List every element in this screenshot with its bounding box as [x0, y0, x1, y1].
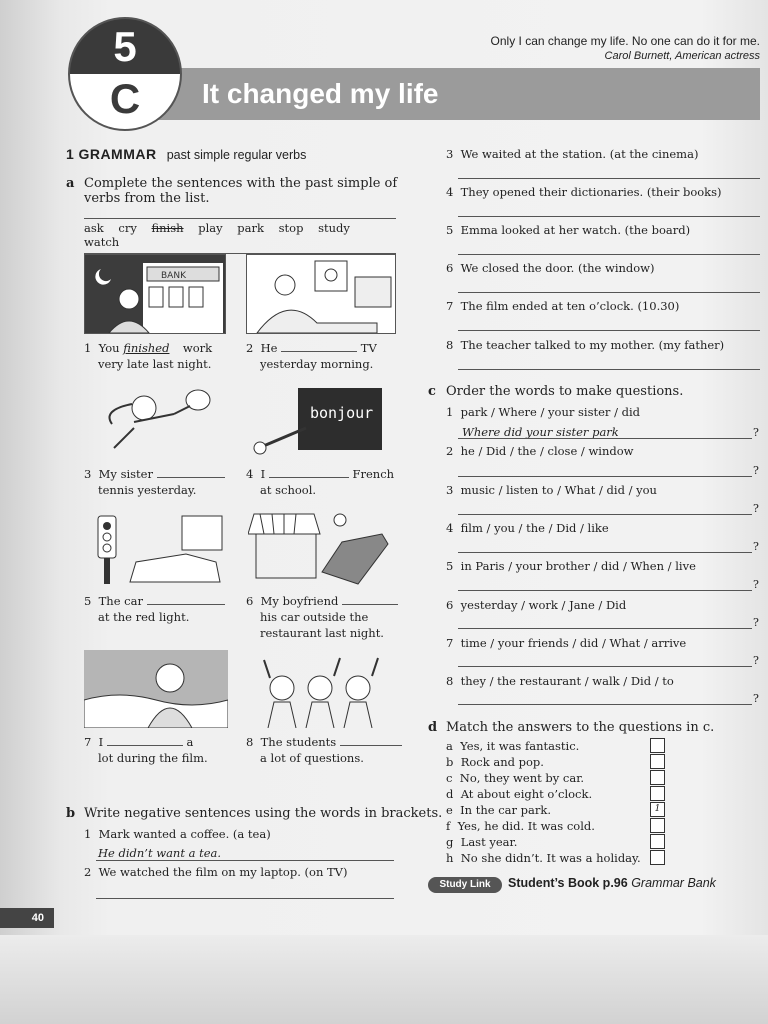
- bonjour-text: bonjour: [310, 404, 374, 422]
- exercise-c-item: 3 music / listen to / What / did / you: [446, 483, 657, 497]
- exercise-b-item: 3 We waited at the station. (at the cinema): [446, 147, 699, 161]
- match-box[interactable]: [650, 738, 665, 753]
- exercise-a-item: 5 The car at the red light.: [84, 593, 234, 625]
- exercise-c-letter: c: [428, 384, 436, 399]
- answer-blank[interactable]: [269, 477, 349, 478]
- exercise-c-item: 8 they / the restaurant / walk / Did / to: [446, 674, 674, 688]
- answer-line[interactable]: [458, 704, 752, 705]
- match-box[interactable]: [650, 754, 665, 769]
- exercise-a-instruction: Complete the sentences with the past simple of verbs from the list.: [84, 176, 398, 206]
- match-item: c No, they went by car.: [446, 771, 585, 785]
- match-item: h No she didn’t. It was a holiday.: [446, 851, 641, 865]
- word-crossed: finish: [151, 221, 184, 235]
- answer-blank[interactable]: [342, 604, 398, 605]
- page-number: 40: [0, 908, 54, 928]
- answer-blank[interactable]: [107, 745, 183, 746]
- answer-blank[interactable]: [147, 604, 225, 605]
- answer-line[interactable]: [458, 514, 752, 515]
- question-mark: ?: [753, 502, 759, 515]
- exercise-a-item: 6 My boyfriend his car outside the restaurant last night.: [246, 593, 406, 641]
- exercise-a-item: 2 He TV yesterday morning.: [246, 341, 377, 371]
- picture-car-red-light: [90, 512, 228, 586]
- section-number: 1: [66, 146, 75, 162]
- exercise-b-item: 8 The teacher talked to my mother. (my father): [446, 338, 725, 352]
- question-mark: ?: [753, 426, 759, 439]
- study-link-reference: [508, 876, 716, 890]
- exercise-b-answer-example: He didn’t want a tea.: [98, 846, 222, 860]
- answer-line[interactable]: [458, 178, 760, 179]
- word: play: [198, 221, 223, 235]
- question-mark: ?: [753, 692, 759, 705]
- blackboard: [298, 388, 382, 450]
- question-mark: ?: [753, 616, 759, 629]
- match-box[interactable]: [650, 818, 665, 833]
- exercise-b-letter: b: [66, 806, 76, 821]
- word: stop: [278, 221, 304, 235]
- exercise-a-item: 7 I a lot during the film.: [84, 735, 208, 765]
- question-mark: ?: [753, 540, 759, 553]
- exercise-c-item: 2 he / Did / the / close / window: [446, 444, 634, 458]
- word: cry: [118, 221, 137, 235]
- match-item: g Last year.: [446, 835, 518, 849]
- question-mark: ?: [753, 654, 759, 667]
- answer-line[interactable]: [458, 216, 760, 217]
- exercise-a-item: 3 My sister tennis yesterday.: [84, 466, 234, 498]
- answer-line[interactable]: [458, 476, 752, 477]
- section-heading: [66, 146, 306, 163]
- exercise-c-answer-example: Where did your sister park: [462, 425, 619, 439]
- match-item: e In the car park.: [446, 803, 552, 817]
- bank-sign: BANK: [161, 271, 186, 281]
- exercise-b-item: 5 Emma looked at her watch. (the board): [446, 223, 691, 237]
- exercise-a-item: 1 You finished work very late last night.: [84, 341, 213, 371]
- picture-bank-night: [84, 254, 226, 334]
- answer-line[interactable]: [96, 898, 394, 899]
- answer-line[interactable]: [458, 628, 752, 629]
- word: ask: [84, 221, 104, 235]
- study-link-book: Student’s Book p.96: [508, 876, 628, 890]
- page-title: It changed my life: [202, 78, 439, 109]
- answer-line[interactable]: [458, 330, 760, 331]
- quote-author: Carol Burnett, American actress: [604, 50, 760, 62]
- exercise-b-item: 7 The film ended at ten o’clock. (10.30): [446, 299, 680, 313]
- answer-line[interactable]: [96, 860, 394, 861]
- word-list: [84, 218, 396, 254]
- match-item: b Rock and pop.: [446, 755, 544, 769]
- question-mark: ?: [753, 464, 759, 477]
- exercise-c-item: 1 park / Where / your sister / did: [446, 405, 641, 419]
- exercise-c-item: 5 in Paris / your brother / did / When / live: [446, 559, 696, 573]
- match-item: a Yes, it was fantastic.: [446, 739, 580, 753]
- answer-blank[interactable]: [340, 745, 402, 746]
- scan-shadow: [0, 935, 768, 1024]
- exercise-a-letter: a: [66, 176, 75, 191]
- answer-line[interactable]: [458, 254, 760, 255]
- answer-example: finished: [123, 341, 170, 355]
- study-link-pill[interactable]: Study Link: [428, 877, 502, 893]
- exercise-c-item: 7 time / your friends / did / What / arrive: [446, 636, 687, 650]
- answer-blank[interactable]: [281, 351, 357, 352]
- picture-tennis: [94, 384, 220, 456]
- exercise-b-item: 6 We closed the door. (the window): [446, 261, 655, 275]
- study-link-bank: Grammar Bank: [631, 876, 716, 890]
- answer-line[interactable]: [458, 292, 760, 293]
- exercise-b-item: 4 They opened their dictionaries. (their books): [446, 185, 722, 199]
- match-item: f Yes, he did. It was cold.: [446, 819, 595, 833]
- exercise-c-instruction: Order the words to make questions.: [446, 384, 684, 399]
- exercise-a-item: 8 The students a lot of questions.: [246, 734, 406, 766]
- unit-letter: C: [109, 75, 141, 122]
- question-mark: ?: [753, 578, 759, 591]
- picture-car-parked: [248, 510, 392, 586]
- word: park: [237, 221, 264, 235]
- exercise-b-item: 2 We watched the film on my laptop. (on TV): [84, 865, 348, 879]
- exercise-b-instruction: Write negative sentences using the words in brackets.: [84, 806, 443, 821]
- match-item: d At about eight o’clock.: [446, 787, 593, 801]
- exercise-c-item: 6 yesterday / work / Jane / Did: [446, 598, 627, 612]
- answer-line[interactable]: [458, 552, 752, 553]
- match-box[interactable]: 1: [650, 802, 665, 817]
- picture-cinema-crying: [84, 650, 228, 728]
- answer-line[interactable]: [458, 590, 752, 591]
- picture-watching-tv: [246, 254, 396, 334]
- answer-blank[interactable]: [157, 477, 225, 478]
- answer-line[interactable]: [458, 438, 752, 439]
- exercise-c-item: 4 film / you / the / Did / like: [446, 521, 609, 535]
- answer-line[interactable]: [458, 666, 752, 667]
- match-box[interactable]: [650, 770, 665, 785]
- picture-bonjour-board: [250, 388, 384, 456]
- match-box[interactable]: [650, 834, 665, 849]
- section-label: GRAMMAR: [78, 146, 157, 162]
- section-topic: past simple regular verbs: [166, 148, 307, 162]
- unit-number: 5: [113, 23, 137, 70]
- exercise-b-item: 1 Mark wanted a coffee. (a tea): [84, 827, 271, 841]
- answer-line[interactable]: [458, 369, 760, 370]
- word: watch: [84, 235, 120, 249]
- match-box[interactable]: [650, 786, 665, 801]
- exercise-d-letter: d: [428, 720, 438, 735]
- exercise-a-item: 4 I French at school.: [246, 467, 395, 497]
- picture-students-hands: [254, 654, 390, 728]
- quote-text: Only I can change my life. No one can do it for me.: [490, 34, 760, 48]
- unit-badge: [68, 17, 182, 131]
- exercise-d-instruction: Match the answers to the questions in c.: [446, 720, 715, 735]
- word: study: [318, 221, 350, 235]
- quote: [491, 34, 760, 62]
- match-box[interactable]: [650, 850, 665, 865]
